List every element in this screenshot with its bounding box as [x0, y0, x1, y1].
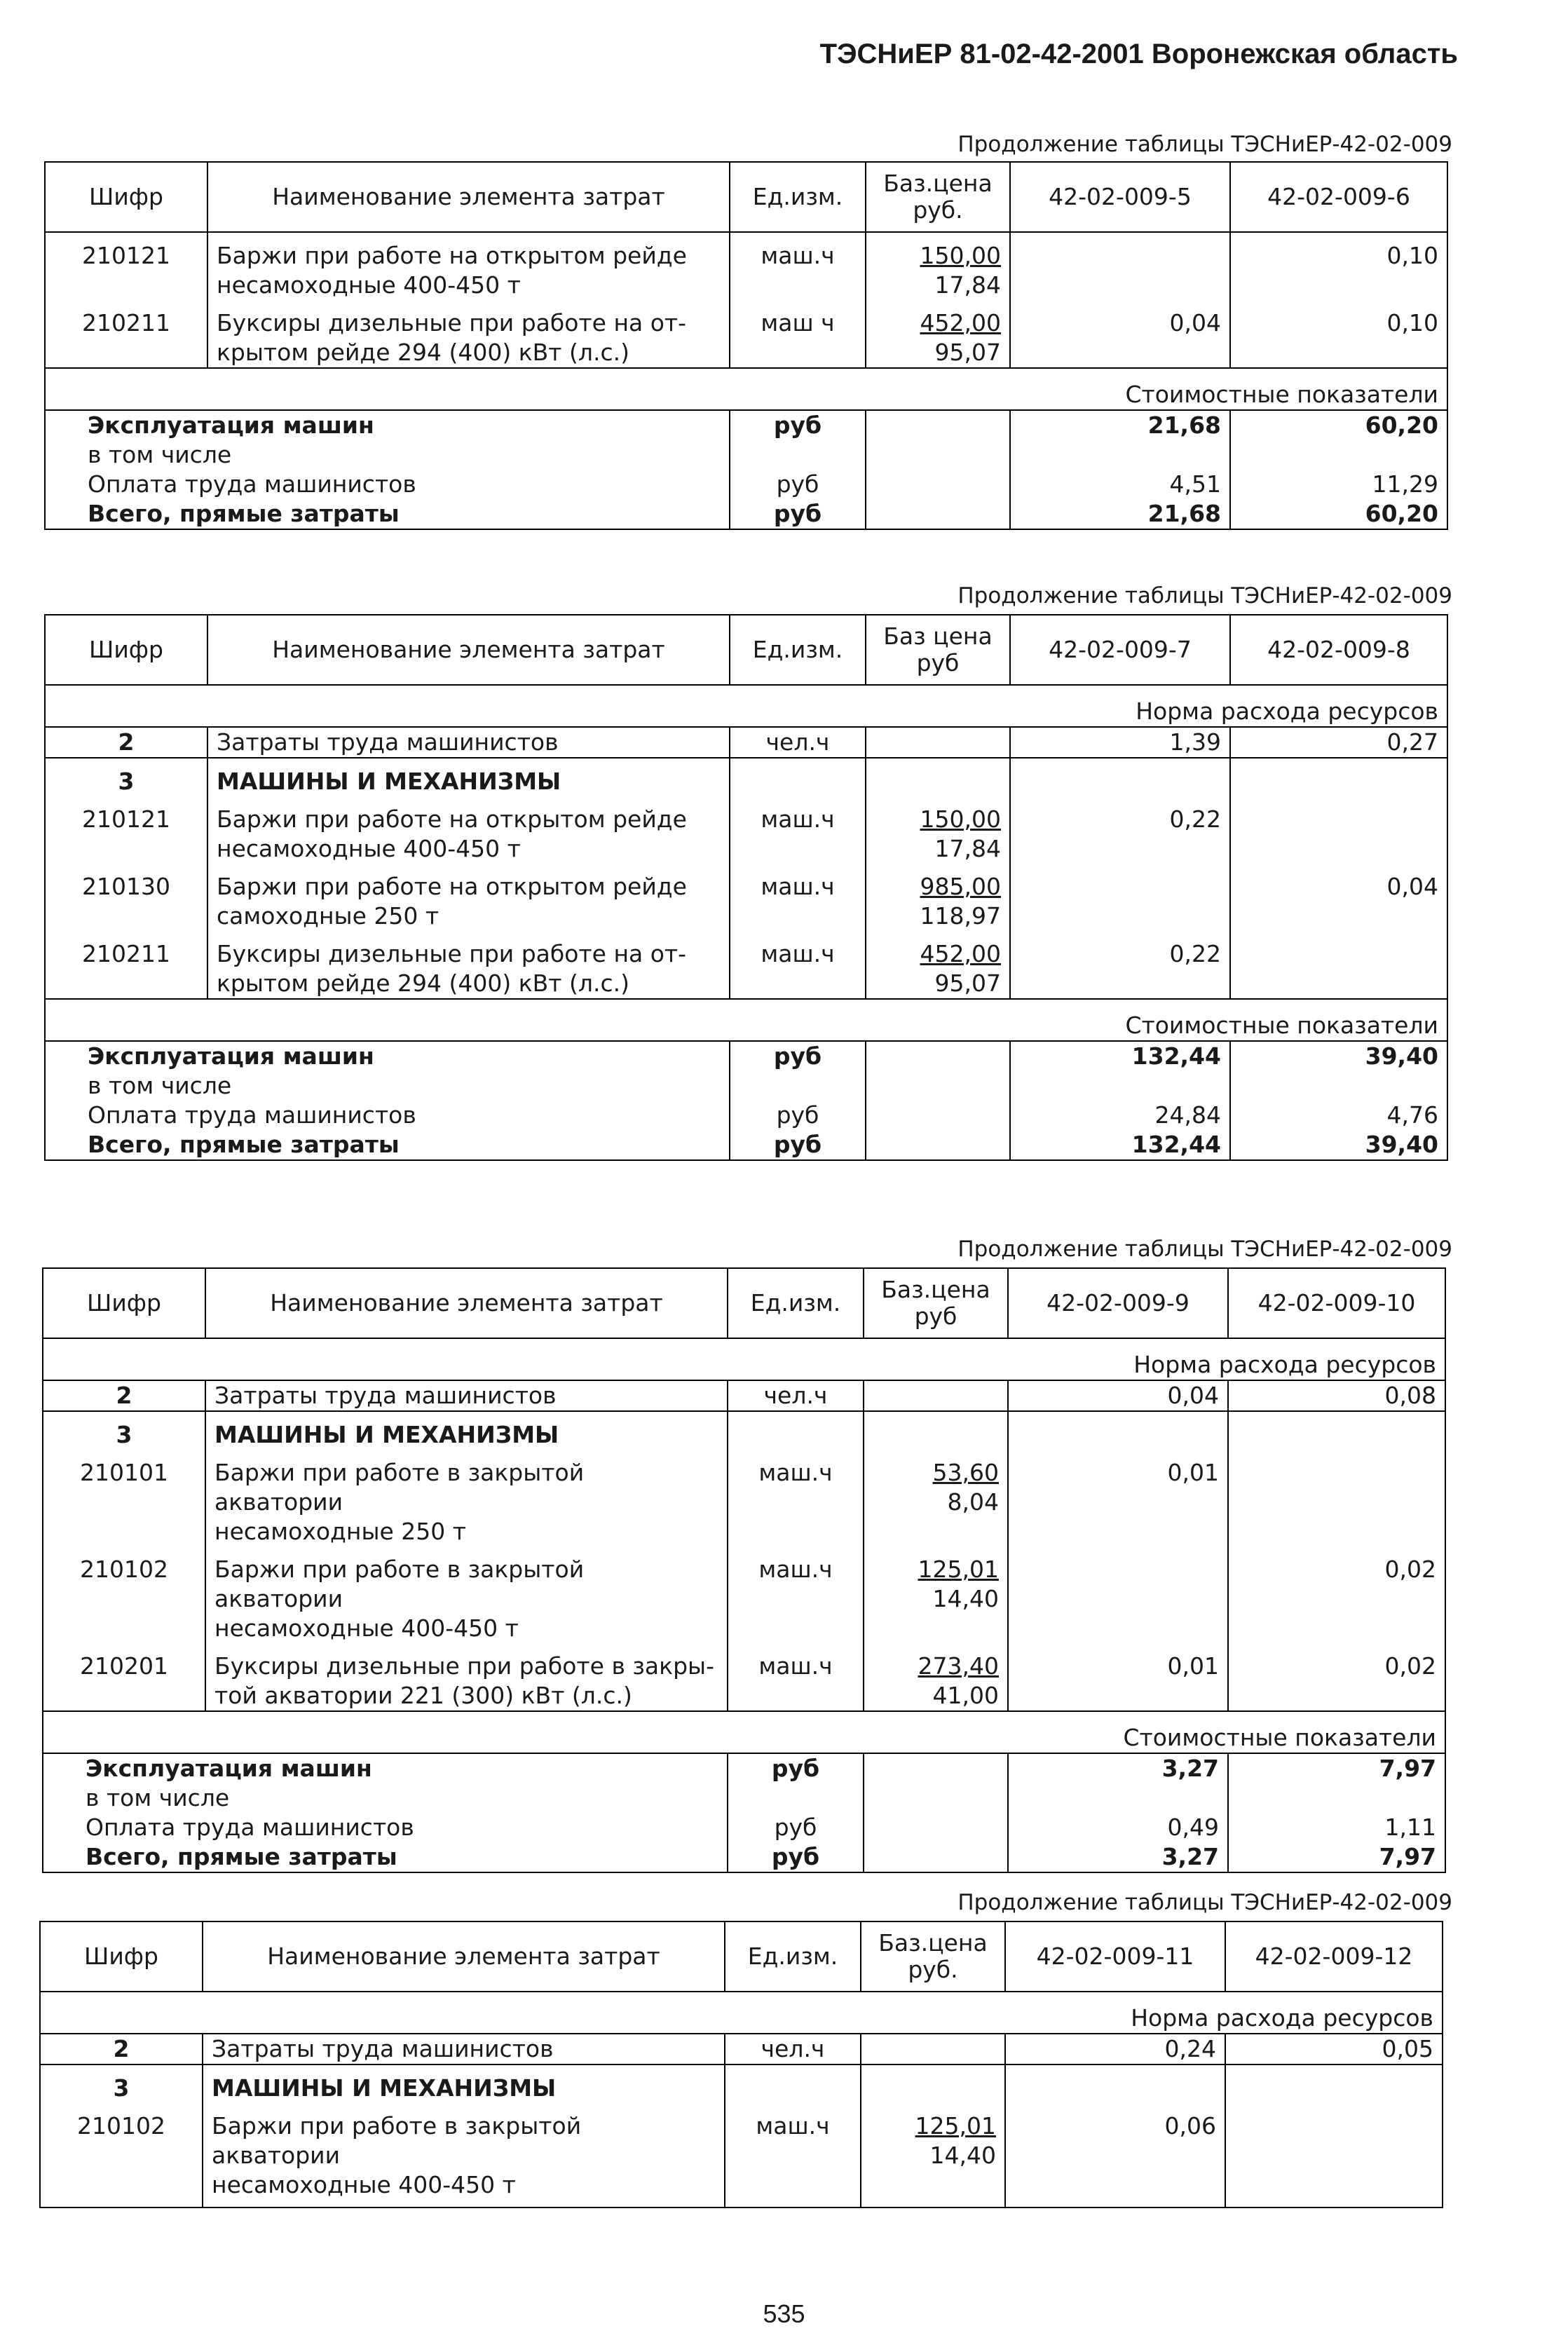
code-column-header: 42-02-009-6: [1230, 162, 1447, 232]
code-header: Шифр: [45, 615, 207, 685]
price-header: Баз цена руб: [866, 615, 1010, 685]
summary-row: Оплата труда машинистов руб 24,84 4,76: [45, 1101, 1447, 1130]
table-row: 210102 Баржи при работе в закрытой акватории несамоходные 400-450 т маш.ч 125,01 14,40 0,06: [40, 2103, 1443, 2207]
cost-indicators-label: Стоимостные показатели: [45, 999, 1447, 1041]
summary-row: Эксплуатация машин руб 21,68 60,20: [45, 410, 1447, 440]
labor-row: 2 Затраты труда машинистов чел.ч 0,24 0,05: [40, 2034, 1443, 2064]
table-row: [45, 232, 1447, 300]
code-column-header: 42-02-009-7: [1010, 615, 1230, 685]
labor-row: 2 Затраты труда машинистов чел.ч 1,39 0,27: [45, 727, 1447, 758]
code-header: Шифр: [40, 1921, 203, 1992]
code-column-header: 42-02-009-10: [1228, 1268, 1445, 1338]
total-row: Всего, прямые затраты руб 21,68 60,20: [45, 499, 1447, 529]
row-price: 150,00 17,84: [866, 232, 1010, 300]
row-unit: маш.ч: [730, 232, 866, 300]
row-value: 0,10: [1230, 300, 1447, 368]
section-row: 3 МАШИНЫ И МЕХАНИЗМЫ: [45, 758, 1447, 796]
labor-row: 2 Затраты труда машинистов чел.ч 0,04 0,08: [43, 1380, 1445, 1411]
section-row: 3 МАШИНЫ И МЕХАНИЗМЫ: [43, 1411, 1445, 1450]
summary-row: в том числе: [45, 1071, 1447, 1101]
table-row: [45, 300, 1447, 368]
table-caption: Продолжение таблицы ТЭСНиЕР-42-02-009: [957, 1890, 1452, 1915]
table-caption: Продолжение таблицы ТЭСНиЕР-42-02-009: [957, 1237, 1452, 1262]
table-row: 210211 Буксиры дизельные при работе на от- крытом рейде 294 (400) кВт (л.с.) маш.ч 452,00 95,07 0,22: [45, 931, 1447, 999]
resource-norm-label: Норма расхода ресурсов: [40, 1992, 1443, 2034]
name-header: Наименование элемента затрат: [207, 615, 730, 685]
rates-table-3: [42, 1267, 1446, 1873]
rates-table-1: [44, 161, 1448, 530]
row-unit: маш ч: [730, 300, 866, 368]
row-price: 452,00 95,07: [866, 300, 1010, 368]
unit-header: Ед.изм.: [725, 1921, 861, 1992]
table-caption: Продолжение таблицы ТЭСНиЕР-42-02-009: [957, 583, 1452, 608]
code-column-header: 42-02-009-11: [1005, 1921, 1225, 1992]
code-column-header: 42-02-009-9: [1008, 1268, 1228, 1338]
total-row: Всего, прямые затраты руб 132,44 39,40: [45, 1130, 1447, 1160]
rates-table-4: [39, 1921, 1443, 2208]
price-header: Баз.цена руб.: [866, 162, 1010, 232]
rates-table-2: [44, 614, 1448, 1161]
page-header: ТЭСНиЕР 81-02-42-2001 Воронежская область: [819, 39, 1458, 69]
name-header: Наименование элемента затрат: [207, 162, 730, 232]
row-code: 210121: [45, 232, 207, 300]
page-number: 535: [763, 2299, 805, 2328]
table-row: 210101 Баржи при работе в закрытой акватории несамоходные 250 т маш.ч 53,60 8,04 0,01: [43, 1450, 1445, 1546]
summary-row: в том числе: [45, 440, 1447, 470]
row-name: Баржи при работе на открытом рейде несамоходные 400-450 т: [207, 232, 730, 300]
resource-norm-label: Норма расхода ресурсов: [43, 1338, 1445, 1380]
summary-row: Эксплуатация машин руб 132,44 39,40: [45, 1041, 1447, 1071]
row-value: 0,10: [1230, 232, 1447, 300]
summary-row: Эксплуатация машин руб 3,27 7,97: [43, 1753, 1445, 1783]
table-row: 210121 Баржи при работе на открытом рейде несамоходные 400-450 т маш.ч 150,00 17,84 0,22: [45, 796, 1447, 864]
table-row: 210102 Баржи при работе в закрытой акватории несамоходные 400-450 т маш.ч 125,01 14,40 0,02: [43, 1546, 1445, 1643]
row-value: [1010, 232, 1230, 300]
row-name: Буксиры дизельные при работе на от- крытом рейде 294 (400) кВт (л.с.): [207, 300, 730, 368]
unit-header: Ед.изм.: [730, 615, 866, 685]
price-header: Баз.цена руб: [864, 1268, 1008, 1338]
code-column-header: 42-02-009-5: [1010, 162, 1230, 232]
table-caption: Продолжение таблицы ТЭСНиЕР-42-02-009: [957, 132, 1452, 157]
cost-indicators-label: Стоимостные показатели: [45, 368, 1447, 410]
code-column-header: 42-02-009-12: [1225, 1921, 1443, 1992]
unit-header: Ед.изм.: [730, 162, 866, 232]
cost-indicators-label: Стоимостные показатели: [43, 1711, 1445, 1753]
summary-row: в том числе: [43, 1783, 1445, 1813]
section-row: 3 МАШИНЫ И МЕХАНИЗМЫ: [40, 2064, 1443, 2103]
row-value: 0,04: [1010, 300, 1230, 368]
table-row: 210201 Буксиры дизельные при работе в закры- той акватории 221 (300) кВт (л.с.) маш.ч 273,40 41,00 0,01 0,02: [43, 1643, 1445, 1711]
unit-header: Ед.изм.: [728, 1268, 864, 1338]
code-header: Шифр: [45, 162, 207, 232]
code-header: Шифр: [43, 1268, 205, 1338]
row-code: 210211: [45, 300, 207, 368]
summary-row: Оплата труда машинистов руб 0,49 1,11: [43, 1813, 1445, 1842]
resource-norm-label: Норма расхода ресурсов: [45, 685, 1447, 727]
table-row: 210130 Баржи при работе на открытом рейде самоходные 250 т маш.ч 985,00 118,97 0,04: [45, 864, 1447, 931]
name-header: Наименование элемента затрат: [203, 1921, 725, 1992]
price-header: Баз.цена руб.: [861, 1921, 1005, 1992]
summary-row: Оплата труда машинистов руб 4,51 11,29: [45, 470, 1447, 499]
name-header: Наименование элемента затрат: [205, 1268, 728, 1338]
code-column-header: 42-02-009-8: [1230, 615, 1447, 685]
total-row: Всего, прямые затраты руб 3,27 7,97: [43, 1842, 1445, 1872]
